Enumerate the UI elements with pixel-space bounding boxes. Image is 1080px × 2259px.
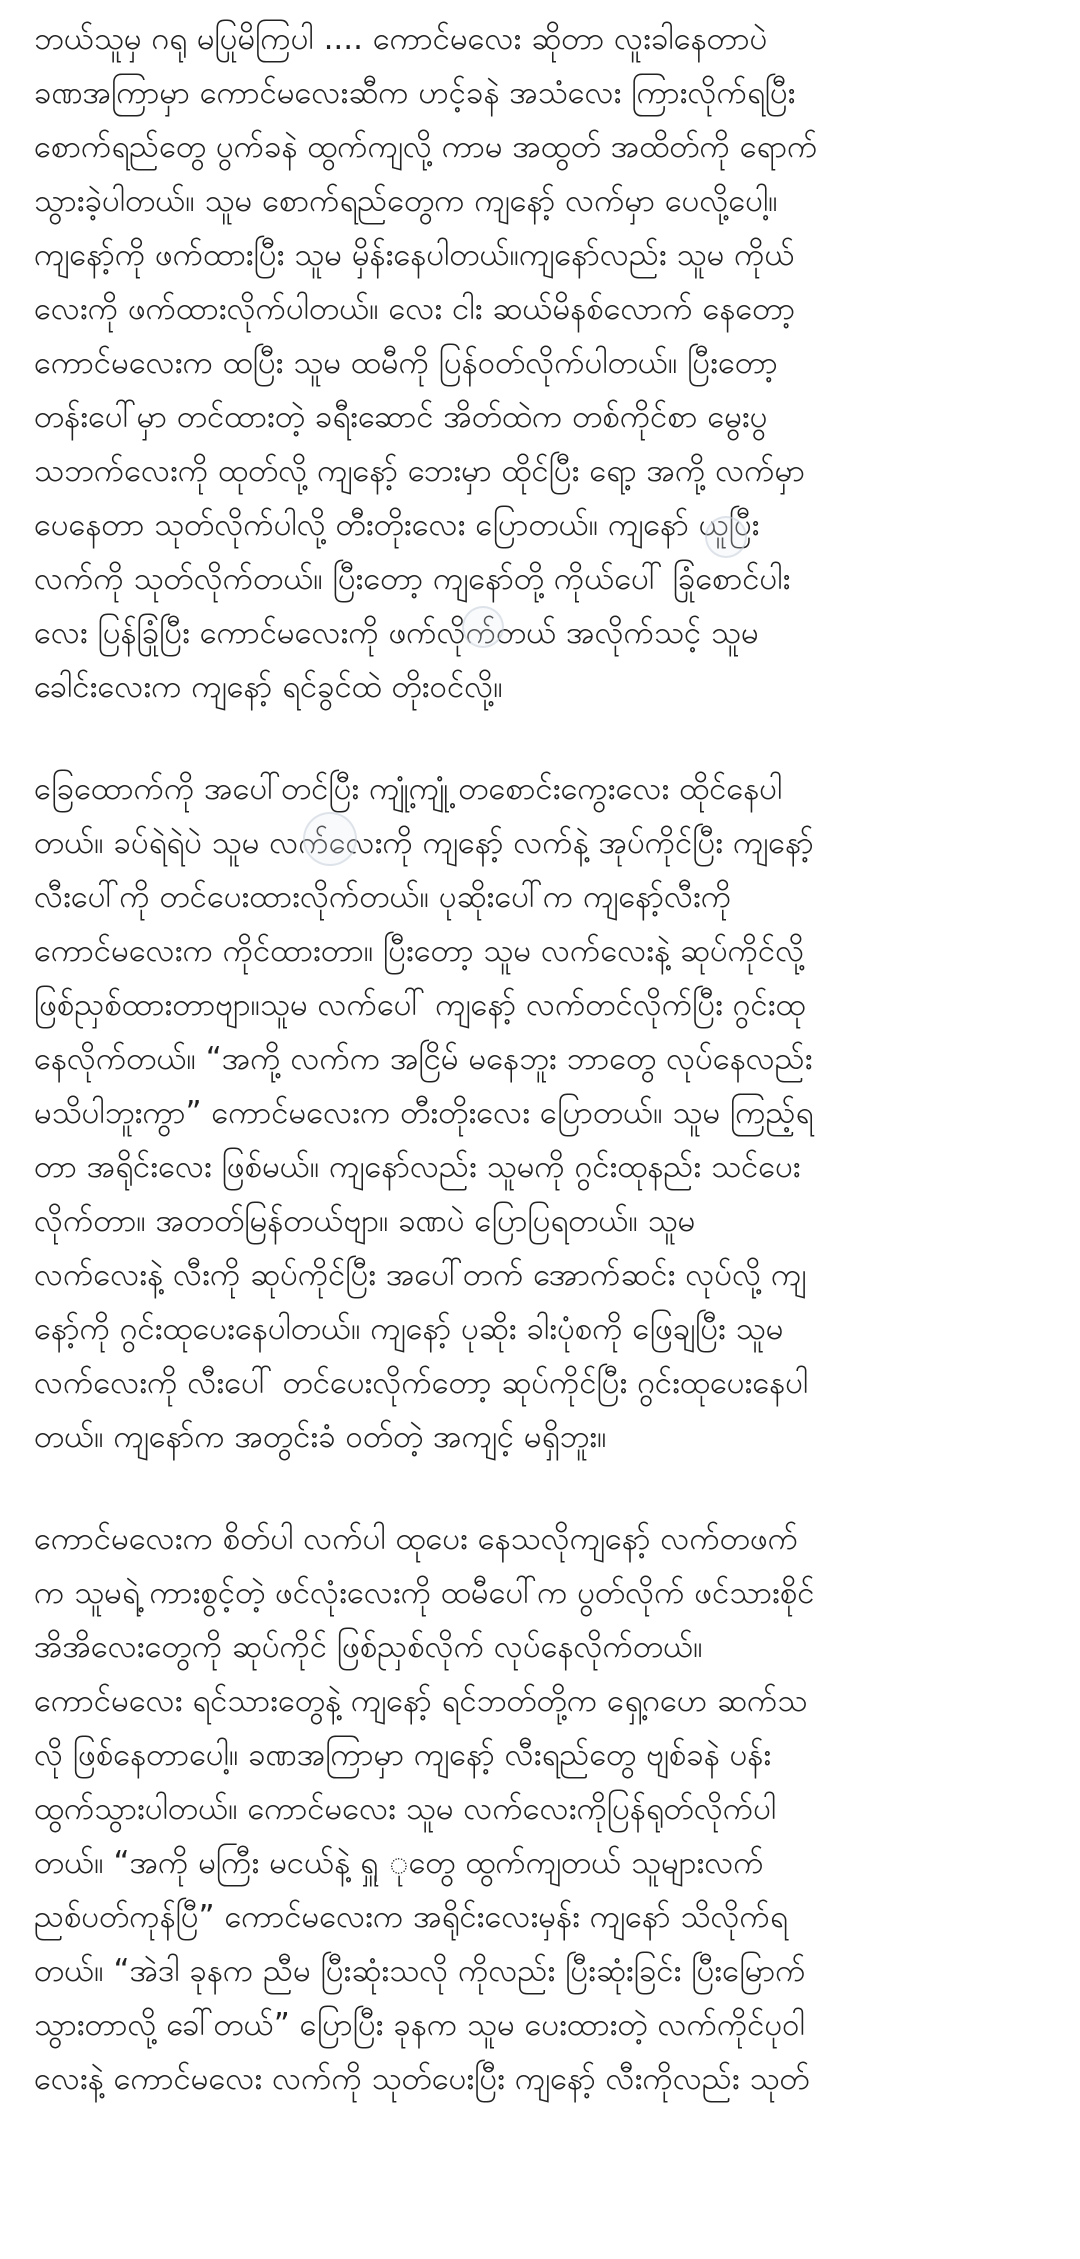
story-line: ခဏအကြာမှာ ကောင်မလေးဆီက ဟင့်ခနဲ အသံလေး ကြားလိုက်ရပြီး [34,75,796,111]
story-line: လက်ကို သုတ်လိုက်တယ်။ ပြီးတော့ ကျနော်တို့ ကိုယ်ပေါ် ခြုံစောင်ပါး [34,561,791,597]
story-line: တယ်။ ခပ်ရဲရဲပဲ သူမ လက်လေးကို ကျနော့် လက်နဲ့ အုပ်ကိုင်ပြီး ကျနော့် [34,825,814,861]
story-line: လို ဖြစ်နေတာပေါ့။ ခဏအကြာမှာ ကျနော့် လီးရည်တွေ ဗျစ်ခနဲ ပန်း [34,1737,772,1773]
story-line: ဘယ်သူမှ ဂရု မပြုမိကြပါ .... ကောင်မလေး ဆိုတာ လူးခါနေတာပဲ [34,21,768,57]
story-line: က သူမရဲ့ ကားစွင့်တဲ့ ဖင်လုံးလေးကို ထမီပေါ်က ပွတ်လိုက် ဖင်သားစိုင် [34,1575,815,1611]
story-line: လီးပေါ်ကို တင်ပေးထားလိုက်တယ်။ ပုဆိုးပေါ်က ကျနော့်လီးကို [34,879,732,915]
story-line: နေလိုက်တယ်။ “အကို့ လက်က အငြိမ် မနေဘူး ဘာတွေ လုပ်နေလည်း [34,1041,813,1077]
story-line: ကောင်မလေးက စိတ်ပါ လက်ပါ ထုပေး နေသလိုကျနော့် လက်တဖက် [34,1521,799,1557]
story-line: တယ်။ ကျနော်က အတွင်းခံ ဝတ်တဲ့ အကျင့် မရှိဘူး။ [34,1419,607,1455]
story-line: နော့်ကို ဂွင်းထုပေးနေပါတယ်။ ကျနော့် ပုဆိုး ခါးပုံစကို ဖြေချပြီး သူမ [34,1311,784,1347]
story-paragraph [34,762,1056,1464]
story-line: မသိပါဘူးကွာ” ကောင်မလေးက တီးတိုးလေး ပြောတယ်။ သူမ ကြည့်ရ [34,1095,814,1131]
story-line: ခေါင်းလေးက ကျနော့် ရင်ခွင်ထဲ တိုးဝင်လို့။ [34,669,503,705]
story-paragraph [34,12,1056,714]
story-paragraph [34,1512,1056,2106]
story-line: စောက်ရည်တွေ ပွက်ခနဲ ထွက်ကျလို့ ကာမ အထွတ် အထိတ်ကို ရောက် [34,129,818,165]
story-line: ခြေထောက်ကို အပေါ်တင်ပြီး ကျုံ့ကျုံ့ တစောင်းကွေးလေး ထိုင်နေပါ [34,771,783,807]
story-line: ညစ်ပတ်ကုန်ပြီ” ကောင်မလေးက အရိုင်းလေးမှန်း ကျနော် သိလိုက်ရ [34,1899,788,1935]
story-line: တာ အရိုင်းလေး ဖြစ်မယ်။ ကျနော်လည်း သူမကို ဂွင်းထုနည်း သင်ပေး [34,1149,801,1185]
story-line: တန်းပေါ်မှာ တင်ထားတဲ့ ခရီးဆောင် အိတ်ထဲက တစ်ကိုင်စာ မွေးပွ [34,399,768,435]
story-line: ကျနော့်ကို ဖက်ထားပြီး သူမ မှိန်းနေပါတယ်။ကျနော်လည်း သူမ ကိုယ် [34,237,795,273]
story-line: ကောင်မလေး ရင်သားတွေနဲ့ ကျနော့် ရင်ဘတ်တို့က ရှေ့ဂဟေ ဆက်သ [34,1683,808,1719]
story-line: အိအိလေးတွေကို ဆုပ်ကိုင် ဖြစ်ညှစ်လိုက် လုပ်နေလိုက်တယ်။ [34,1629,703,1665]
story-line: ကောင်မလေးက ကိုင်ထားတာ။ ပြီးတော့ သူမ လက်လေးနဲ့ ဆုပ်ကိုင်လို့ [34,933,805,969]
story-line: သဘက်လေးကို ထုတ်လို့ ကျနော့် ဘေးမှာ ထိုင်ပြီး ရော့ အကို့ လက်မှာ [34,453,806,489]
reader-page[interactable] [34,12,1056,2259]
touch-ripple-indicator [462,606,504,648]
story-line: ပေနေတာ သုတ်လိုက်ပါလို့ တီးတိုးလေး ပြောတယ်။ ကျနော် ယူပြီး [34,507,760,543]
story-line: တယ်။ “အဲဒါ ခုနက ညီမ ပြီးဆုံးသလို ကိုလည်း ပြီးဆုံးခြင်း ပြီးမြောက် [34,1953,806,1989]
story-line: လိုက်တာ။ အတတ်မြန်တယ်ဗျာ။ ခဏပဲ ပြောပြရတယ်။ သူမ [34,1203,696,1239]
story-line: ဖြစ်ညှစ်ထားတာဗျာ။သူမ လက်ပေါ် ကျနော့် လက်တင်လိုက်ပြီး ဂွင်းထု [34,987,806,1023]
story-line: ကောင်မလေးက ထပြီး သူမ ထမီကို ပြန်ဝတ်လိုက်ပါတယ်။ ပြီးတော့ [34,345,778,381]
touch-ripple-indicator [303,812,357,866]
story-line: သွားခဲ့ပါတယ်။ သူမ စောက်ရည်တွေက ကျနော့် လက်မှာ ပေလို့ပေါ့။ [34,183,778,219]
touch-ripple-indicator [705,516,747,558]
story-line: လက်လေးနဲ့ လီးကို ဆုပ်ကိုင်ပြီး အပေါ်တက် အောက်ဆင်း လုပ်လို့ ကျ [34,1257,807,1293]
story-line: ထွက်သွားပါတယ်။ ကောင်မလေး သူမ လက်လေးကိုပြန်ရုတ်လိုက်ပါ [34,1791,777,1827]
story-line: လက်လေးကို လီးပေါ် တင်ပေးလိုက်တော့ ဆုပ်ကိုင်ပြီး ဂွင်းထုပေးနေပါ [34,1365,809,1401]
story-line: တယ်။ “အကို မကြီး မငယ်နဲ့ ရှူ ုတွေ ထွက်ကျတယ် သူများလက် [34,1845,764,1881]
story-line: လေး ပြန်ခြုံပြီး ကောင်မလေးကို ဖက်လိုက်တယ် အလိုက်သင့် သူမ [34,615,759,651]
story-line: လေးနဲ့ ကောင်မလေး လက်ကို သုတ်ပေးပြီး ကျနော့် လီးကိုလည်း သုတ် [34,2061,810,2097]
story-text-column [34,12,1056,2106]
story-line: သွားတာလို့ ခေါ်တယ်” ပြောပြီး ခုနက သူမ ပေးထားတဲ့ လက်ကိုင်ပုဝါ [34,2007,805,2043]
story-line: လေးကို ဖက်ထားလိုက်ပါတယ်။ လေး ငါး ဆယ်မိနစ်လောက် နေတော့ [34,291,796,327]
